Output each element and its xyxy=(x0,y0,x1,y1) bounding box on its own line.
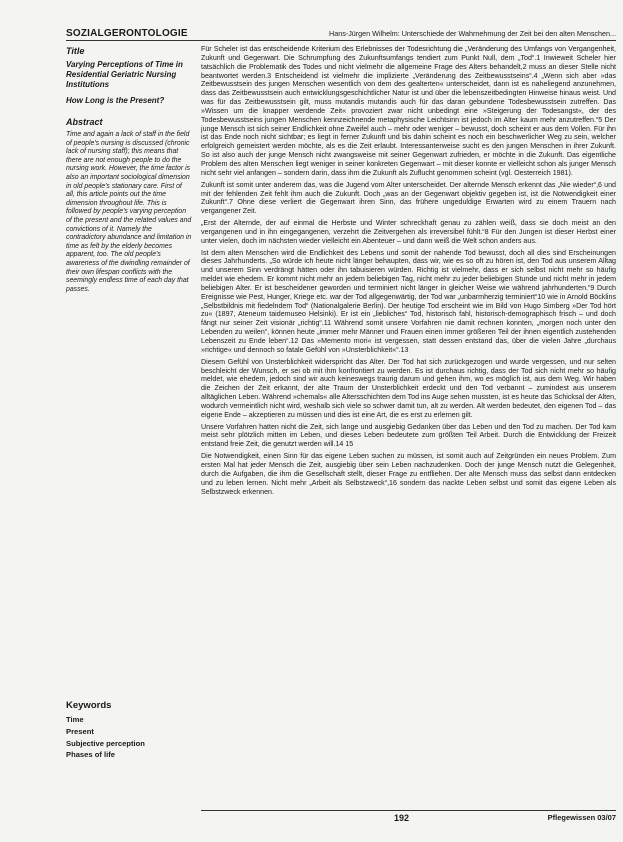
keyword-item: Subjective perception xyxy=(66,738,145,748)
body-paragraph: Diesem Gefühl von Unsterblichkeit widerspricht das Alter. Der Tod hat sich zurückgezogen und wurde vergessen, und nur selten beschleicht der Wunsch, er sei ob mit ihm konfrontiert zu werden. Es ist durchaus richtig, dass der Tod sich nicht mehr so häufig meldet, wie ehedem, jedoch sind wir auch keineswegs traurig darum und gehen ihm, wo es möglich ist, aus dem Weg. Wir haben die Zeichen der Zeit erkannt, der alte Traum der Unsterblichkeit erdeckt und den Tod verbannt – zumindest aus unserem alltäglichen Leben. Während »chemals« alle Altersschichten dem Tod ins Auge sehen mussten, ist es heute das Schicksal der Alten, wodurch vermeintlich nicht wird, weshalb sich viele so schwer damit tun, alt zu werden. Alt werden bedeutet, den eigenen Tod – das eigene Ende – akzeptieren zu müssen und dies ist eine Art, die es erst zu erlernen gilt. xyxy=(201,357,616,419)
keywords-block xyxy=(66,700,192,761)
page-number: 192 xyxy=(394,813,410,823)
page-header xyxy=(66,28,616,42)
english-subtitle: How Long is the Present? xyxy=(66,96,165,105)
header-divider xyxy=(66,40,616,41)
sidebar xyxy=(66,46,192,294)
title-heading: Title xyxy=(66,46,85,56)
keywords-heading: Keywords xyxy=(66,700,112,711)
abstract-heading: Abstract xyxy=(66,117,103,127)
journal-issue: Pflegewissen 03/07 xyxy=(547,813,616,822)
keyword-item: Time xyxy=(66,715,84,724)
body-paragraph: Ist dem alten Menschen wird die Endlichkeit des Lebens und somit der nahende Tod bewusst, doch all dies sind Erscheinungen dieses Jahrhunderts. „So würde ich heute nicht länger behaupten, dass wir, wie es so oft zu hören ist, den Tod aus unserem Alltag und unserem Sinn verdrängt hätten oder ihn tabuisieren würden. Richtig ist vielmehr, dass er sich selbst nicht mehr so häufig meldet wie ehedem. Er kommt nicht mehr an jedem beliebigen Tag, nicht mehr zu jeder beliebigen Stunde und nicht mehr in jedem beliebigen Alter. Er ist bescheidener geworden und terminiert nicht länger in gleicher Weise wie während jahrhunderten.“9 Durch Ereignisse wie Pest, Hunger, Kriege etc. war der Tod allgegenwärtig, der Tod war „unbarmherzig terminiert“10 wie in Arnold Böcklins „Selbstbildnis mit fiedelndem Tod“ (Nationalgalerie Berlin). Der heutige Tod erscheint wie im Bild von Hugo Simberg »Der Tod hört zu« (1897, Ateneum taidemuseo Helsinki). Er ist ein „liebliches“ Tod, historisch fahl, historisch-demographisch frisch – und doch fängt nur seiner Zeit visionär „richtig“.11 Während somit unsere Vorfahren nie damit rechnen konnten, „morgen noch unter den Lebenden zu weilen“, können heute „immer mehr Männer und Frauen einen immer größeren Teil der ihnen eigentlich zustehenden Lebenszeit zu Ende leben“.12 Das »Memento mori« ist vergessen, statt dessen entstand das, über die vielen Jahre „durchaus »richtige« und dennoch so fatale Gefühl von »Unsterblichkeit«“.13 xyxy=(201,248,616,354)
body-paragraph: „Erst der Alternde, der auf einmal die Herbste und Winter schreckhaft genau zu zählen weiß, dass sie doch meist an den vergangenen und in ihn eingegangenen, verzehrt die Zeitvergehen als irreversibel fühlt.“8 Für den Jungen ist dieser Herbst einer unter vielen, doch im nächsten wieder vielleicht ein Abenteuer – und dann weiß die Welt schon anders aus. xyxy=(201,219,616,245)
body-paragraph: Zukunft ist somit unter anderem das, was die Jugend vom Alter unterscheidet. Der alternde Mensch erkennt das „Nie wieder“,6 und mit der fehlenden Zeit fehlt ihm auch die Zukunft. Doch „was an der Gegenwart objektiv gegeben ist, ist die Notwendigkeit einer Zukunft“.7 Ohne diese verliert die Gegenwart ihren Sinn, das frühere ungeduldige Erwarten wird zu einem Trauern nach vergangener Zeit. xyxy=(201,180,616,216)
keyword-item: Phases of life xyxy=(66,750,115,760)
body-paragraph: Für Scheler ist das entscheidende Kriterium des Erlebnisses der Todesrichtung die „Veränderung des Umfangs von Vergangenheit, Zukunft und Gegenwart. Die Schrumpfung des Zukunftsumfangs tendiert zum Punkt Null, dem „Tod“.1 Inwieweit Scheler hier tatsächlich die Problematik des Todes und nicht vielmehr die allgemeine Frage des Alters behandelt,2 muss an dieser Stelle nicht beantwortet werden.3 Entscheidend ist vielmehr die implizierte „Veränderung des Zeitbewusstseins“.4 „Wenn sich aber »das Zeitbewusstsein des jungen Menschen wesentlich von dem des gealterten« unterscheidet, dann ist es naheliegend anzunehmen, dass das Zeitbewusstsein auch entwicklungsgeschichtlicher Natur ist und über die lebenszeitbedingten Hinweise hinaus weist. Und was für das Zeitbewusstsein gilt, muss mutandis mutandis auch für das daran gebundene Todesbewusstsein zutreffen. Das »Wissen um die knapper werdende Zeit« provoziert zwar nicht unbedingt eine »Steigerung der Todesangst«, der des Todesbewusstseins jungen Menschen kennzeichnende metaphysische Leichtsinn ist jedoch im Alter kaum mehr anzutreffen.“5 Der junge Mensch ist sich seiner Endlichkeit ohne Zweifel auch – mehr oder weniger – bewusst, doch scheint er aus dem Vollen. Für ihn ist das Ende noch nicht sichtbar; es liegt in ferner Zukunft und bis dahin scheint es noch ein beschwerlicher Weg zu sein, welcher erfolgreich gemeistert werden möchte, als es die Zeit erlaubt. Interessanterweise sucht es den jungen Menschen in ihrer Zukunft. So ist also auch der junge Mensch nicht zwangsweise mit seiner Gegenwart zufrieden, er möchte in die Zukunft. Das eigentliche Problem des alten Menschen liegt weniger in seiner konkreten Gegenwart – mit dieser konnte er vielleicht schon als junger Mensch nicht sehr viel anfangen – sondern darin, dass ihm die Zukunft als Zuflucht genommen scheint (vgl. Oesterreich 1981). xyxy=(201,45,616,177)
article-body xyxy=(201,45,616,805)
page-footer xyxy=(201,810,616,824)
body-paragraph: Unsere Vorfahren hatten nicht die Zeit, sich lange und ausgiebig Gedanken über das Leben und den Tod zu machen. Der Tod kam meist sehr plötzlich mitten im Leben, und dieses Leben bedeutete zum größten Teil Arbeit. Durch die Entwicklung der Freizeit entstand freie Zeit, die genutzt werden will.14 15 xyxy=(201,422,616,449)
journal-section-title: SOZIALGERONTOLOGIE xyxy=(66,28,188,39)
keyword-item: Present xyxy=(66,726,94,736)
english-title: Varying Perceptions of Time in Residential Geriatric Nursing Institutions xyxy=(66,60,183,89)
body-paragraph: Die Notwendigkeit, einen Sinn für das eigene Leben suchen zu müssen, ist somit auch auf Zeitgründen ein neues Problem. Zum ersten Mal hat jeder Mensch die Zeit, ausgiebig über sein Leben nachzudenken. Doch der junge Mensch nutzt die Gelegenheit, durch die Aufgaben, die ihm die Gesellschaft stellt, dieser Frage zu entfliehen. Der alte Mensch muss das selbst dann entdecken und zu leben lernen. Nicht mehr „Arbeit als Selbstzweck“,16 sondern das nackte Leben selbst und somit das eigene Leben als Selbstzweck erkennen. xyxy=(201,452,616,496)
footer-divider xyxy=(201,810,616,811)
running-head: Hans-Jürgen Wilhelm: Unterschiede der Wahrnehmung der Zeit bei den alten Menschen... xyxy=(329,29,616,38)
abstract-text: Time and again a lack of staff in the field of people's nursing is discussed (chronic lack of nursing staff); this means that there are not enough people to do the nursing work. However, the time factor is also an important sociological dimension in old people's stationary care. First of all, this article points out the time dimension throughout life. This is followed by people's varying perception of the present and the related values and convictions of it. Namely the contradictory abundance and limitation in time as felt by the elderly becomes apparent, too. The old people's awareness of the dwindling remainder of their own lifespan conflicts with the seemingly endless time of each day that passes. xyxy=(66,131,192,293)
